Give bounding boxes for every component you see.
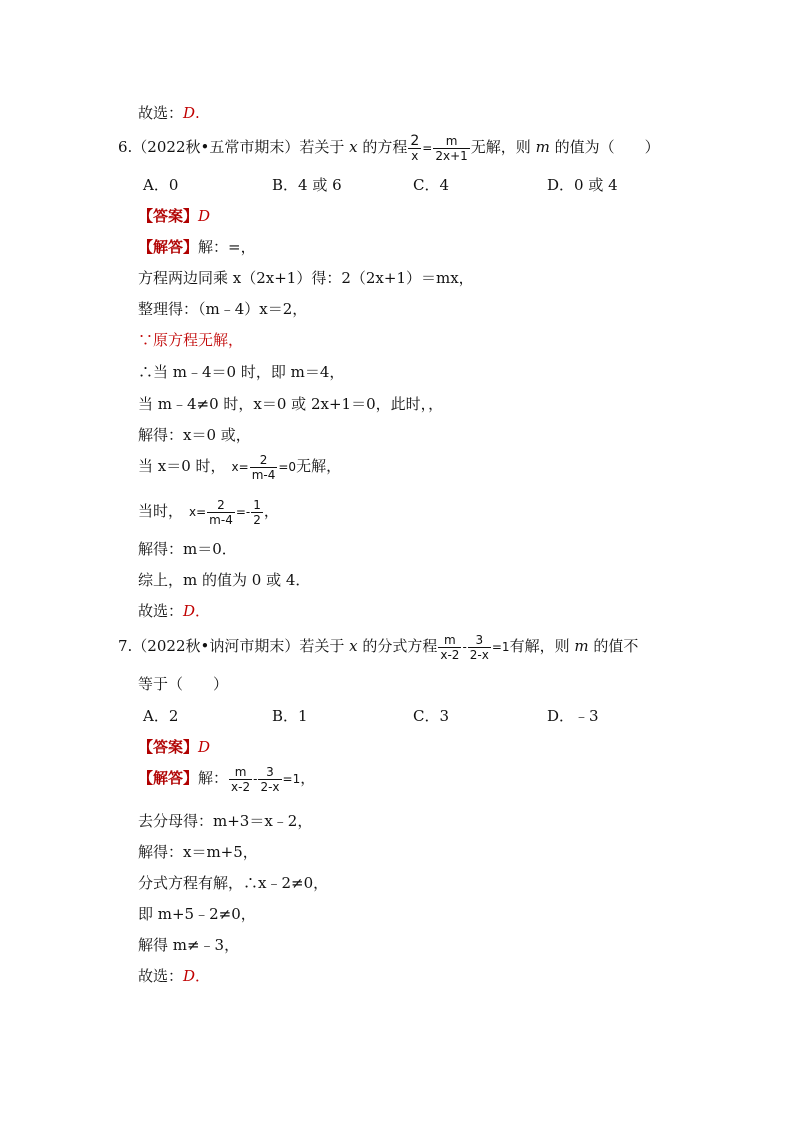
q6-stem: 6.（2022秋•五常市期末）若关于 x 的方程 $\frac{2}{x}$ = $\frac{m}{2x+1}$ 无解，则 m 的值为（ ） [118,132,660,163]
q6-step-10: 综上，m 的值为 0 或 4． [138,571,311,589]
q6-step-5: 当 m﹣4≠0 时，x＝0 或 2x+1＝0，此时，， [138,395,444,413]
q6-step-1: 方程两边同乘 x（2x+1）得：2（2x+1）＝mx， [138,269,474,287]
q7-step-3: 分式方程有解，∴x﹣2≠0， [138,874,329,892]
q6-step8-fraction-1: $\frac{2}{m-4}$ [209,497,233,527]
q6-step-7: 当 x＝0 时， x= $\frac{2}{m-4}$ =0无解， [138,452,342,482]
q6-step-8: 当时， x= $\frac{2}{m-4}$ =- $\frac{1}{2}$ ， [138,497,279,527]
q7-solution-fraction-1: $\frac{m}{x-2}$ [231,764,251,794]
q7-fraction-1: $\frac{m}{x-2}$ [440,632,460,662]
q6-step-3: ∵原方程无解， [138,331,244,349]
q7-fraction-2: $\frac{3}{2-x}$ [469,632,489,662]
q6-step-4: ∴当 m﹣4＝0 时，即 m＝4， [138,363,345,381]
q7-step-2: 解得：x＝m+5， [138,843,258,861]
q7-option-b: B．1 [272,707,308,725]
q6-step8-fraction-2: $\frac{1}{2}$ [253,497,261,527]
q6-option-b: B．4 或 6 [272,176,342,194]
q7-conclusion: 故选：D． [138,967,211,985]
q6-step7-fraction: $\frac{2}{m-4}$ [251,452,276,482]
q7-stem: 7.（2022秋•讷河市期末）若关于 x 的分式方程 $\frac{m}{x-2}$ - $\frac{3}{2-x}$ =1有解，则 m 的值不 [118,632,639,662]
q6-option-a: A．0 [143,176,179,194]
q6-answer: 【答案】D [138,207,211,225]
q6-solution-head: 【解答】解：=， [138,238,256,256]
q7-step-1: 去分母得：m+3＝x﹣2， [138,812,313,830]
q7-step-4: 即 m+5﹣2≠0， [138,905,256,923]
q6-step-6: 解得：x＝0 或， [138,426,251,444]
q7-answer: 【答案】D [138,738,211,756]
q6-step-2: 整理得：（m﹣4）x＝2， [138,300,308,318]
q6-conclusion: 故选：D． [138,602,211,620]
q7-option-a: A．2 [143,707,179,725]
q7-solution-head: 【解答】解： $\frac{m}{x-2}$ - $\frac{3}{2-x}$ =1， [138,764,316,794]
q6-option-d: D．0 或 4 [547,176,618,194]
q7-option-d: D．﹣3 [547,707,599,725]
q5-conclusion: 故选：D. [138,104,200,122]
q6-fraction-1: $\frac{2}{x}$ [410,132,420,163]
q6-fraction-2: $\frac{m}{2x+1}$ [435,133,468,163]
q7-option-c: C．3 [413,707,450,725]
q6-option-c: C．4 [413,176,450,194]
q7-solution-fraction-2: $\frac{3}{2-x}$ [260,764,280,794]
q7-stem-continued: 等于（ ） [138,675,229,693]
q7-step-5: 解得 m≠﹣3， [138,936,240,954]
q6-step-9: 解得：m＝0． [138,540,237,558]
